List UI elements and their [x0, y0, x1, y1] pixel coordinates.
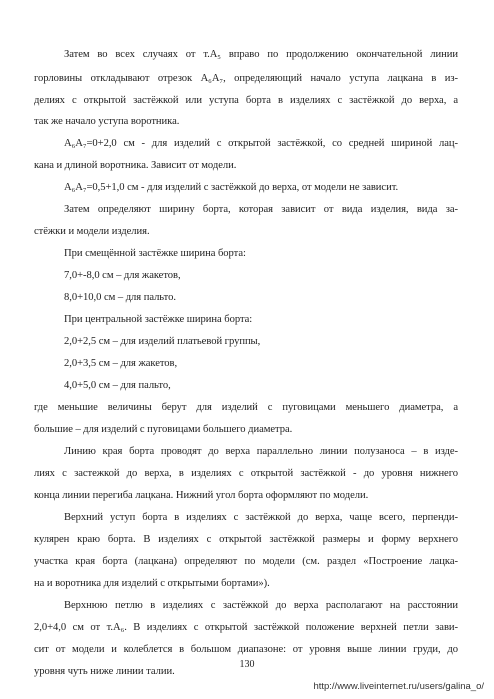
page-number: 130: [239, 659, 255, 670]
text-line: лиях с застежкой до верха, в изделиях с открытой застёжкой - до уровня нижнего: [34, 468, 458, 479]
text-line: При центральной застёжке ширина борта:: [64, 314, 253, 325]
text-line: горловины откладывают отрезок А₆А₇, определяющий начало уступа лацкана в из-: [34, 73, 458, 84]
text-line: А₆А₇=0,5+1,0 см - для изделий с застёжкой до верха, от модели не зависит.: [64, 182, 399, 193]
text-line: стёжки и модели изделия.: [34, 226, 150, 237]
text-line: кулярен краю борта. В изделиях с открытой застёжкой размеры и форму верхнего: [34, 534, 458, 545]
text-line: участка края борта (лацкана) определяют по модели (см. раздел «Построение лацка-: [34, 556, 458, 567]
text-line: 2,0+3,5 см – для жакетов,: [64, 358, 178, 369]
text-line: 8,0+10,0 см – для пальто.: [64, 292, 176, 303]
text-line: 4,0+5,0 см – для пальто,: [64, 380, 171, 391]
text-line: А₆А₇=0+2,0 см - для изделий с открытой застёжкой, со средней шириной лац-: [64, 138, 458, 149]
text-line: Затем во всех случаях от т.А₅ вправо по продолжению окончательной линии: [64, 49, 458, 60]
source-url-watermark: http://www.liveinternet.ru/users/galina_o/: [313, 681, 484, 692]
text-line: где меньшие величины берут для изделий с пуговицами меньшего диаметра, а: [34, 402, 458, 413]
text-line: уровня чуть ниже линии талии.: [34, 666, 175, 677]
text-line: сит от модели и колеблется в большом диапазоне: от уровня выше линии груди, до: [34, 644, 458, 655]
text-line: Верхний уступ борта в изделиях с застёжкой до верха, чаще всего, перпенди-: [64, 512, 458, 523]
text-line: 7,0+-8,0 см – для жакетов,: [64, 270, 181, 281]
text-line: делиях с открытой застёжкой или уступа борта в изделиях с застёжкой до верха, а: [34, 95, 458, 106]
text-line: Верхнюю петлю в изделиях с застёжкой до верха располагают на расстоянии: [64, 600, 458, 611]
text-line: кана и длиной воротника. Зависит от модели.: [34, 160, 237, 171]
text-line: на и воротника для изделий с открытыми бортами»).: [34, 578, 270, 589]
text-line: Затем определяют ширину борта, которая зависит от вида изделия, вида за-: [64, 204, 458, 215]
text-line: конца линии перегиба лацкана. Нижний угол борта оформляют по модели.: [34, 490, 369, 501]
text-line: так же начало уступа воротника.: [34, 116, 180, 127]
text-line: При смещённой застёжке ширина борта:: [64, 248, 246, 259]
text-line: 2,0+4,0 см от т.А₆. В изделиях с открытой застёжкой положение верхней петли зави-: [34, 622, 458, 633]
text-line: 2,0+2,5 см – для изделий платьевой группы,: [64, 336, 261, 347]
text-line: Линию края борта проводят до верха параллельно линии полузаноса – в изде-: [64, 446, 458, 457]
text-line: большие – для изделий с пуговицами большего диаметра.: [34, 424, 293, 435]
